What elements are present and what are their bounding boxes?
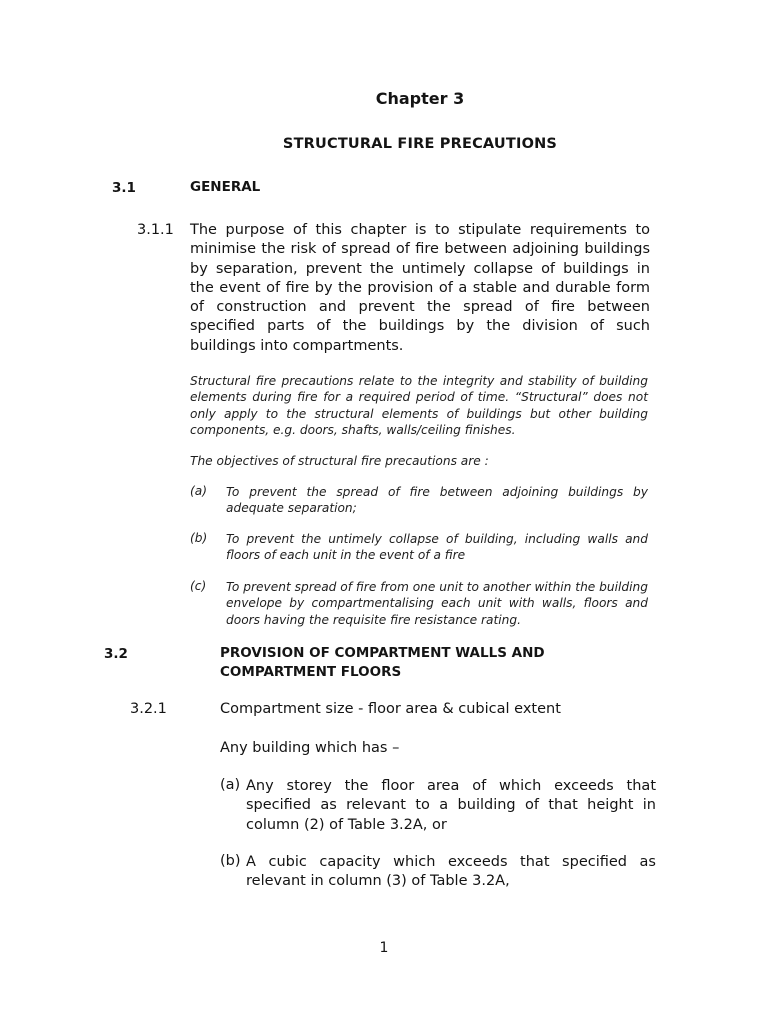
subsection-heading: Compartment size - floor area & cubical extent xyxy=(220,701,561,717)
section-number: 3.2 xyxy=(104,646,128,662)
chapter-heading: Chapter 3 xyxy=(375,89,465,108)
subsection-number: 3.2.1 xyxy=(130,701,167,717)
section-heading: PROVISION OF COMPARTMENT WALLS AND COMPARTMENT FLOORS xyxy=(220,645,545,680)
list-intro: Any building which has – xyxy=(220,740,400,756)
subsection-paragraph: The purpose of this chapter is to stipulate requirements to minimise the risk of spread of fire between adjoining buildings by separation, prevent the untimely collapse of buildings in the event of fire by the provision of a stable and durable form of construction and prevent the spread of fire between specified parts of the buildings by the division of such buildings into compartments. xyxy=(190,222,650,354)
list-item-label: (b) xyxy=(220,853,241,869)
list-item-text: A cubic capacity which exceeds that specified as relevant in column (3) of Table 3.2A, xyxy=(246,854,656,890)
list-item-label: (a) xyxy=(220,777,241,793)
structural-note: Structural fire precautions relate to the integrity and stability of building elements during fire for a required period of time. “Structural” does not only apply to the structural elements of buildings but other building components, e.g. doors, shafts, walls/ceiling finishes. xyxy=(190,374,648,437)
objective-label: (c) xyxy=(190,579,207,593)
chapter-title: STRUCTURAL FIRE PRECAUTIONS xyxy=(282,136,558,152)
list-item-text: Any storey the floor area of which exceeds that specified as relevant to a building of that height in column (2) of Table 3.2A, or xyxy=(246,778,656,833)
objective-label: (a) xyxy=(190,484,207,498)
objective-text: To prevent the untimely collapse of building, including walls and floors of each unit in the event of a fire xyxy=(226,532,648,563)
page-number: 1 xyxy=(379,940,389,956)
objectives-intro: The objectives of structural fire precautions are : xyxy=(190,454,489,468)
section-heading: GENERAL xyxy=(190,179,261,195)
section-number: 3.1 xyxy=(112,180,136,196)
objective-label: (b) xyxy=(190,531,208,545)
subsection-number: 3.1.1 xyxy=(137,222,174,238)
objective-text: To prevent the spread of fire between adjoining buildings by adequate separation; xyxy=(226,485,648,516)
objective-text: To prevent spread of fire from one unit to another within the building envelope by compartmentalising each unit with walls, floors and doors having the requisite fire resistance rating. xyxy=(226,580,648,627)
